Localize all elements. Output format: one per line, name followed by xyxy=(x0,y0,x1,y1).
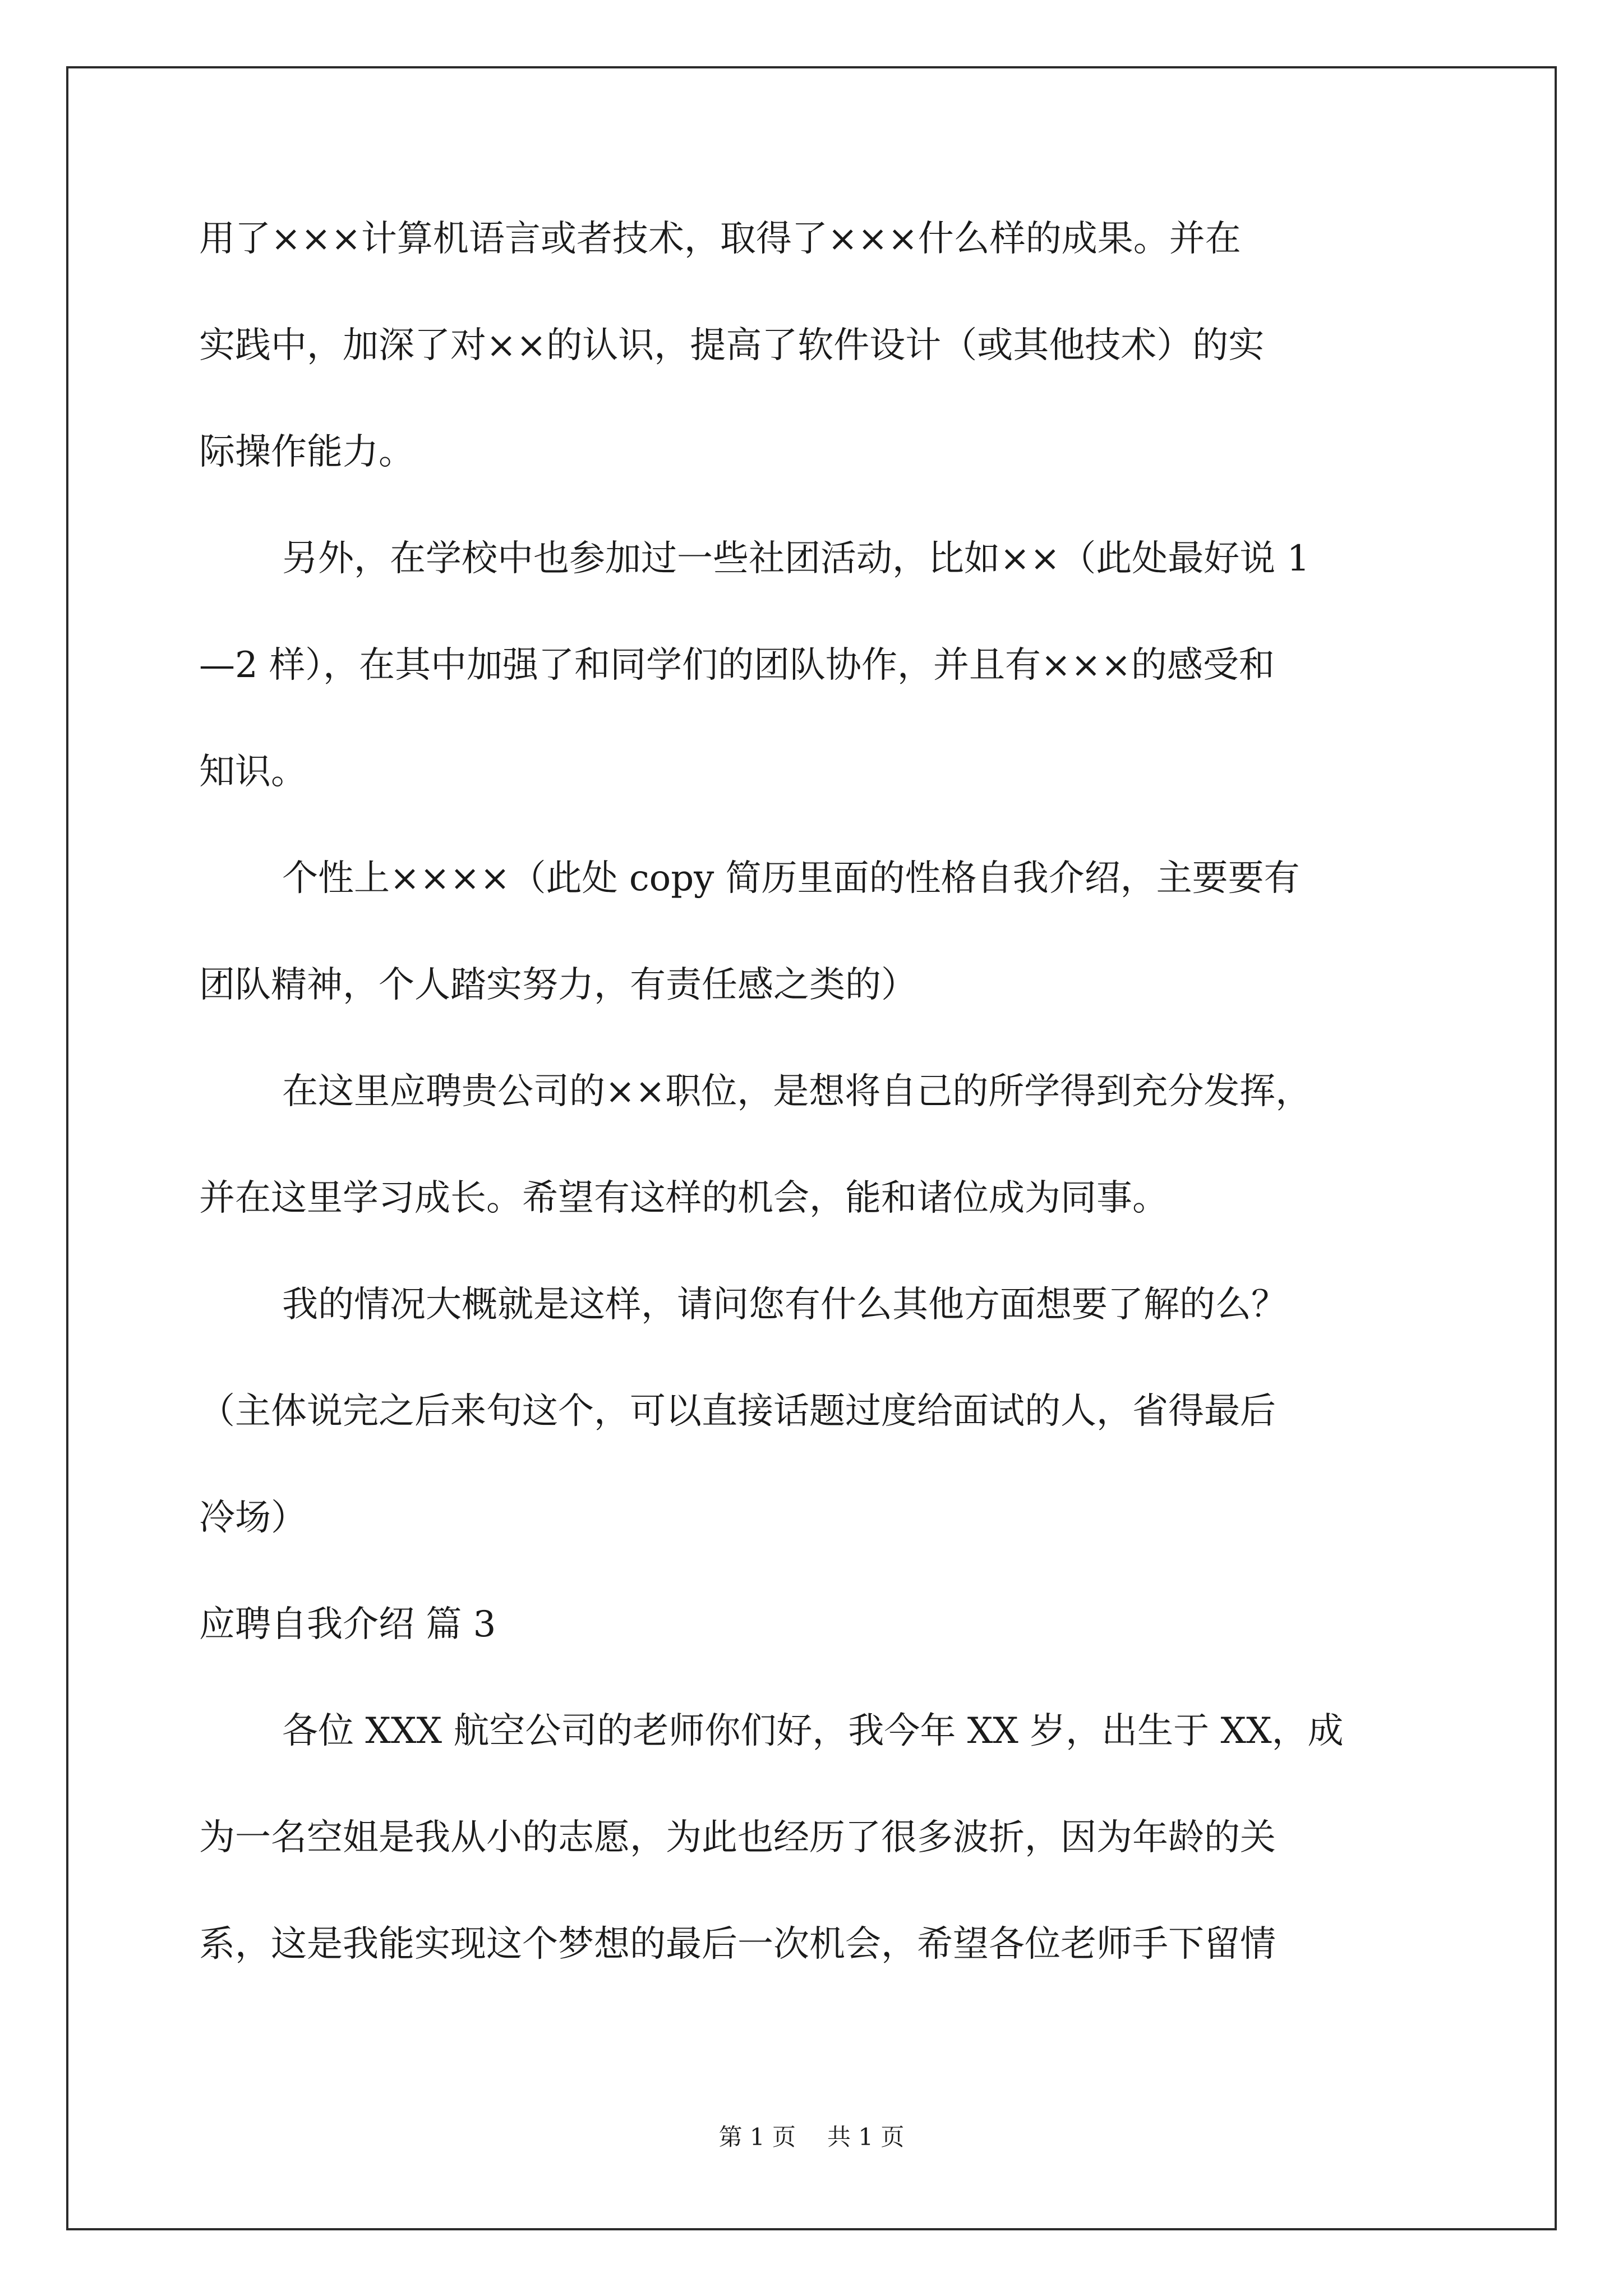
text-line xyxy=(199,1818,1431,1924)
text-line-content: 系，这是我能实现这个梦想的最后一次机会，希望各位老师手下留情 xyxy=(199,1924,1276,1965)
text-line-content: 个性上××××（此处 copy 简历里面的性格自我介绍，主要要有 xyxy=(282,858,1300,899)
text-line-content: 我的情况大概就是这样，请问您有什么其他方面想要了解的么？ xyxy=(282,1284,1287,1326)
text-line xyxy=(199,752,1431,858)
text-line-content: 团队精神，个人踏实努力，有责任感之类的） xyxy=(199,964,917,1006)
text-line xyxy=(199,645,1431,752)
page-number: 第 1 页 xyxy=(718,2123,796,2151)
text-line xyxy=(199,539,1431,645)
text-line-content: 际操作能力。 xyxy=(199,431,414,473)
text-line xyxy=(199,1178,1431,1285)
document-body xyxy=(199,219,1431,2031)
text-line-content: （主体说完之后来句这个，可以直接话题过度给面试的人，省得最后 xyxy=(199,1391,1276,1432)
text-line-content: 在这里应聘贵公司的××职位，是想将自己的所学得到充分发挥， xyxy=(282,1071,1312,1112)
text-line xyxy=(199,219,1431,325)
text-line xyxy=(199,965,1431,1071)
text-line xyxy=(199,858,1431,965)
text-line-content: 知识。 xyxy=(199,751,307,793)
text-line xyxy=(199,1071,1431,1178)
text-line-content: 用了×××计算机语言或者技术，取得了×××什么样的成果。并在 xyxy=(199,218,1241,260)
text-line xyxy=(199,1924,1431,2031)
text-line-content: 并在这里学习成长。希望有这样的机会，能和诸位成为同事。 xyxy=(199,1177,1168,1219)
text-line xyxy=(199,1498,1431,1604)
text-line-content: 另外，在学校中也参加过一些社团活动，比如××（此处最好说 1 xyxy=(282,538,1310,579)
text-line-content: —2 样），在其中加强了和同学们的团队协作，并且有×××的感受和 xyxy=(199,645,1275,686)
text-line xyxy=(199,1711,1431,1818)
text-line xyxy=(199,432,1431,539)
text-line-content: 为一名空姐是我从小的志愿，为此也经历了很多波折，因为年龄的关 xyxy=(199,1817,1276,1858)
text-line-content: 冷场） xyxy=(199,1497,307,1539)
page-footer xyxy=(0,2123,1623,2151)
section-heading-text: 应聘自我介绍 篇 3 xyxy=(199,1604,496,1645)
text-line xyxy=(199,1285,1431,1391)
page-total: 共 1 页 xyxy=(827,2123,905,2151)
text-line-content: 各位 XXX 航空公司的老师你们好，我今年 XX 岁，出生于 XX，成 xyxy=(282,1710,1344,1752)
text-line-content: 实践中，加深了对××的认识，提高了软件设计（或其他技术）的实 xyxy=(199,325,1265,366)
text-line xyxy=(199,325,1431,432)
section-heading xyxy=(199,1604,1431,1711)
text-line xyxy=(199,1391,1431,1498)
